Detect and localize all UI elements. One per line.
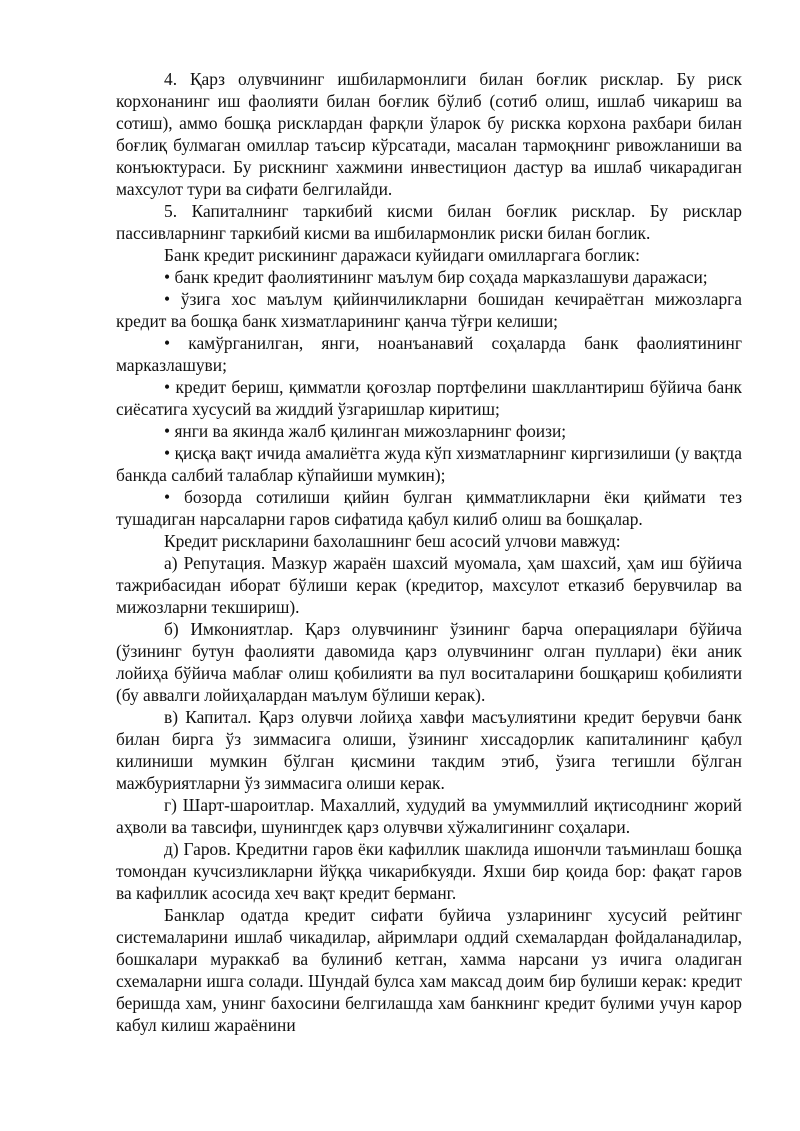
paragraph-collateral: д) Гаров. Кредитни гаров ёки кафиллик шаклида ишончли таъминлаш бошқа томондан кучсизликларни йўққа чикарибкуяди. Яхши бир қоида бор: фақат гаров ва кафиллик асосида хеч вақт кредит берманг. [116,839,742,903]
document-page [116,68,742,1036]
bullet-item: • бозорда сотилиши қийин булган қимматликларни ёки қиймати тез тушадиган нарсаларни гаров сифатида қабул килиб олиш ва бошқалар. [116,486,742,530]
paragraph-capital: в) Капитал. Қарз олувчи лойиҳа хавфи масъулиятини кредит берувчи банк билан бирга ўз зиммасига олиши, ўзининг хиссадорлик капиталининг қабул килиниши мумкин бўлган қисмини такдим этиб, ўзига тегишли бўлган мажбуриятларни ўз зиммасига олиши керак. [116,707,742,793]
bullet-item: • ўзига хос маълум қийинчиликларни бошидан кечираётган мижозларга кредит ва бошқа банк хизматларининг қанча тўғри келиши; [116,288,742,332]
paragraph-capacity: б) Имкониятлар. Қарз олувчининг ўзининг барча операциялари бўйича (ўзининг бутун фаолияти давомида қарз олувчининг олган пуллари) ёки аник лойиҳа бўйича маблағ олиш қобилияти ва пул воситаларини бошқариш қобилияти (бу аввалги лойиҳалардан маълум бўлиши керак). [116,619,742,705]
paragraph-risk-4: 4. Қарз олувчининг ишбилармонлиги билан боғлик рисклар. Бу риск корхонанинг иш фаолияти билан боғлик бўлиб (сотиб олиш, ишлаб чикариш ва сотиш), аммо бошқа рисклардан фарқли ўларок бу рискка корхона рахбари билан боғлиқ булмаган омиллар таъсир кўрсатади, масалан тармоқнинг ривожланиши ва конъюктураси. Бу рискнинг хажмини инвестицион дастур ва ишлаб чикарадиган махсулот тури ва сифати белгилайди. [116,69,742,199]
bullet-item: • камўрганилган, янги, ноанъанавий соҳаларда банк фаолиятининг марказлашуви; [116,332,742,376]
bullet-item: • банк кредит фаолиятининг маълум бир соҳада марказлашуви даражаси; [116,266,742,288]
bullet-item: • кредит бериш, қимматли қоғозлар портфелини шакллантириш бўйича банк сиёсатига хусусий ва жиддий ўзгаришлар киритиш; [116,376,742,420]
paragraph-measures-intro: Кредит рискларини бахолашнинг беш асосий улчови мавжуд: [164,531,621,551]
bullet-item: • янги ва якинда жалб қилинган мижозларнинг фоизи; [116,420,742,442]
paragraph-factors-intro: Банк кредит рискининг даражаси куйидаги омилларгага боглик: [164,245,640,265]
paragraph-conditions: г) Шарт-шароитлар. Махаллий, худудий ва умуммиллий иқтисоднинг жорий аҳволи ва тавсифи, шунингдек қарз олувчви хўжалигининг соҳалари. [116,795,742,837]
paragraph-rating-systems: Банклар одатда кредит сифати буйича узларининг хусусий рейтинг системаларини ишлаб чикадилар, айримлари оддий схемалардан фойдаланадилар, бошкалари мураккаб ва булиниб кетган, хамма нарсани уз ичига оладиган схемаларни ишга солади. Шундай булса хам максад доим бир булиши керак: кредит беришда хам, унинг бахосини белгилашда хам банкнинг кредит булими учун карор кабул килиш жараёнини [116,905,742,1035]
paragraph-reputation: а) Репутация. Мазкур жараён шахсий муомала, ҳам шахсий, ҳам иш бўйича тажрибасидан иборат бўлиши керак (кредитор, махсулот етказиб берувчилар ва мижозларни текшириш). [116,553,742,617]
bullet-item: • қисқа вақт ичида амалиётга жуда кўп хизматларнинг киргизилиши (у вақтда банкда салбий талаблар кўпайиши мумкин); [116,442,742,486]
paragraph-risk-5: 5. Капиталнинг таркибий кисми билан боғлик рисклар. Бу рисклар пассивларнинг таркибий кисми ва ишбилармонлик риски билан боглик. [116,201,742,243]
